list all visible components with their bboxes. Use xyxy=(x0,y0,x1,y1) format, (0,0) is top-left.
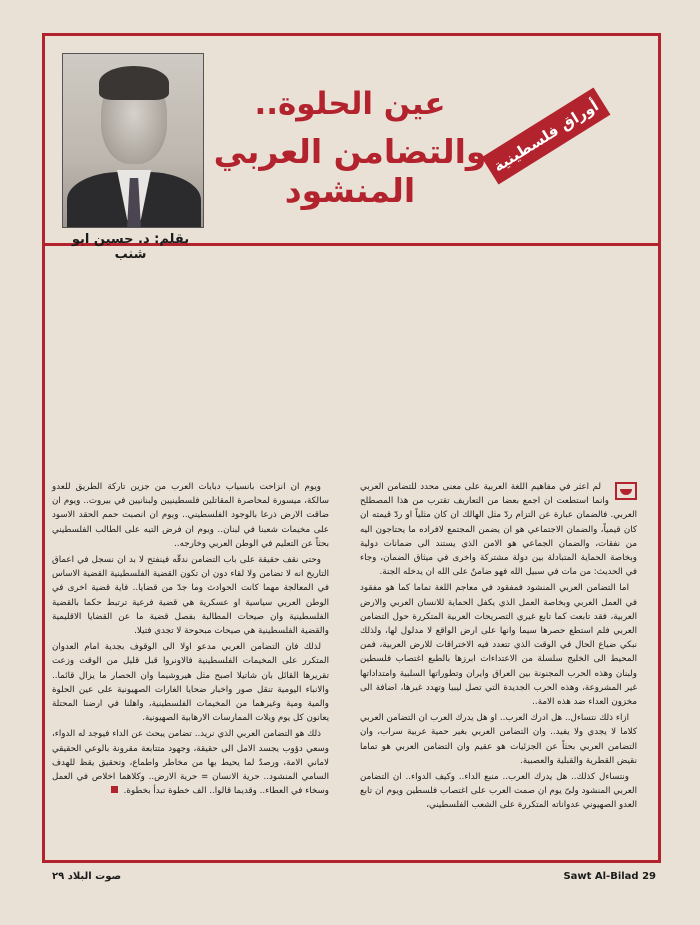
article-column-left xyxy=(52,480,329,800)
paragraph: ونتساءل كذلك.. هل يدرك العرب.. منبع الداء.. وكيف الدواء.. ان التضامن العربي المنشود ولىّ يوم ان صمت العرب على اغتصاب فلسطين ويوم ان تابع العدو الصهيوني عدواناته المتكررة على الشعب الفلسطيني، xyxy=(360,772,637,811)
paragraph-marker-icon xyxy=(615,482,637,500)
author-byline: بقلم: د. حسين ابو شنب xyxy=(71,232,190,262)
paragraph: وحتى نقف حقيقة على باب التضامن ندقّه فينفتح لا بد ان نسجل في اعماق التاريخ انه لا تضامن ولا لقاء دون ان تكون القضية الفلسطينية القضية الاساس في المعالجة مهما كانت الحوادث وما جدّ من قضايا.. فاية قضية اخرى في الوطن العربي سياسية او عسكرية هي قضية فرعية ترتبط حكما بالقضية الفلسطينية وان صيحات المطالبة بفصل قضية ما عن القضايا الاقليمية والقضية الفلسطينية هي صيحات مبحوحة لا تجدي فتيلا. xyxy=(52,555,329,637)
footer-page-english: Sawt Al-Bilad 29 xyxy=(563,871,656,882)
paragraph: لذلك فان التضامن العربي مدعو اولا الى الوقوف بجدية امام العدوان المتكرر على المخيمات الفلسطينية فالاونروا قبل قليل من الوقت وزعت تقريرها القائل بان شاتيلا اصبح مثل هيروشيما وان الحصار ما يزال قائما.. والانباء اليومية تنقل صور واخبار ضحايا الغارات الصهيونية على عين الحلوة والمية ومية وغيرهما من المخيمات الفلسطينية، واهلنا في ارضنا المحتلة يعانون كل يوم ويلات الممارسات الارهابية الصهيونية. xyxy=(52,642,329,724)
section-badge: أوراق فلسطينية xyxy=(482,87,611,184)
paragraph: ازاء ذلك نتساءل.. هل ادرك العرب.. او هل يدرك العرب ان التضامن العربي كلاما لا يجدي ولا يفيد.. وان التضامن العربي بغير حمية عربية سراب، وان التضامن العربي بحثاً عن الجزئيات هو عقيم وان التضامن العربي هو تماما نقيض القطرية والقبلية والعصبية. xyxy=(360,713,637,766)
author-photo xyxy=(62,53,204,228)
footer-page-arabic: صوت البلاد ٢٩ xyxy=(52,871,122,882)
paragraph: لم اعثر في مفاهيم اللغة العربية على معنى محدد للتضامن العربي وانما استطعت ان اجمع بعضا من التعاريف تقترب من هذا المصطلح العربي. فالضمان عبارة عن التزام ردّ مثل الهالك ان كان مثلياً او ردّ قيمته ان كان قيمياً، والضمان الاجتماعي هو ان يضمن المجتمع لافراده ما يحتاجون اليه من نفقات، والضمان الجماعي هو الامن الذي يستند الى ضمانات دولية وبخاصة الحماية المتبادلة بين دولة مشتركة واخرى في ميثاق الضمان، وجاء في الحديث: من مات في سبيل الله فهو ضامنٌ على الله ان يدخله الجنة. xyxy=(360,482,637,578)
article-column-right xyxy=(360,480,637,815)
paragraph: ويوم ان انزاحت بانسياب دبابات العرب من جزين تاركة الطريق للعدو سالكة، ميسورة لمحاصرة المقاتلين فلسطينيين ولبنانيين في بيروت.. ويوم ان ضاقت الارض ذرعا بالوجود الفلسطيني.. ويوم ان انصبت حمم الحقد الاسود على مخيمات شعبنا في لبنان.. ويوم ان فرض التيه على الطالب الفلسطيني بحثاً عن التعليم في الوطن العربي وخارجه.. xyxy=(52,482,329,549)
paragraph-text: ذلك هو التضامن العربي الذي نريد.. تضامن يبحث عن الداء فيوجد له الدواء، وسعي دؤوب يجسد الامل الى حقيقة، وجهود متتابعة مقرونة بالوعي الحقيقي لاماني الامة، ورصدٌ لما يحيط بها من مخاطر واطماع، وتحقيق يقظ للهدف السامي المنشود.. حرية الانسان = حرية الارض.. وكلاهما اخلاص في العمل وسخاء في العطاء.. وقديما قالوا.. الف خطوة تبدأ بخطوة. xyxy=(52,729,329,797)
article-title-line1: عين الحلوة.. xyxy=(254,86,446,122)
article-title-line2: والتضامن العربي المنشود xyxy=(213,132,487,210)
paragraph: اما التضامن العربي المنشود فمفقود في معاجم اللغة تماما كما هو مفقود في العمل العربي وبخاصة العمل الذي يكفل الحماية للانسان العربي والارض العربية، فقد تابعت كما تابع غيري التصريحات العربية المتكررة حول التضامن العربي فلم استطع حصرها سيما وانها على ارض الواقع لا مدلول لها، ولذلك نبكي ضياع الحال في الوقت الذي تتعدد فيه الاختراقات للارض العربية، فمن المحيط الى الخليج سلسلة من الاعتداءات ابرزها بالطبع اغتصاب فلسطين ولبنان وهذه الحرب المجنونة بين العراق وايران وتطوراتها السلبية وامتداداتها غير المشروعة، وهذه الحرب الجديدة التي تصل ليبيا وتهدد غيرها، اضافة الى مخزون العداء ضد هذه الامة.. xyxy=(360,583,637,708)
paragraph xyxy=(52,727,329,798)
end-mark-icon xyxy=(111,786,118,793)
